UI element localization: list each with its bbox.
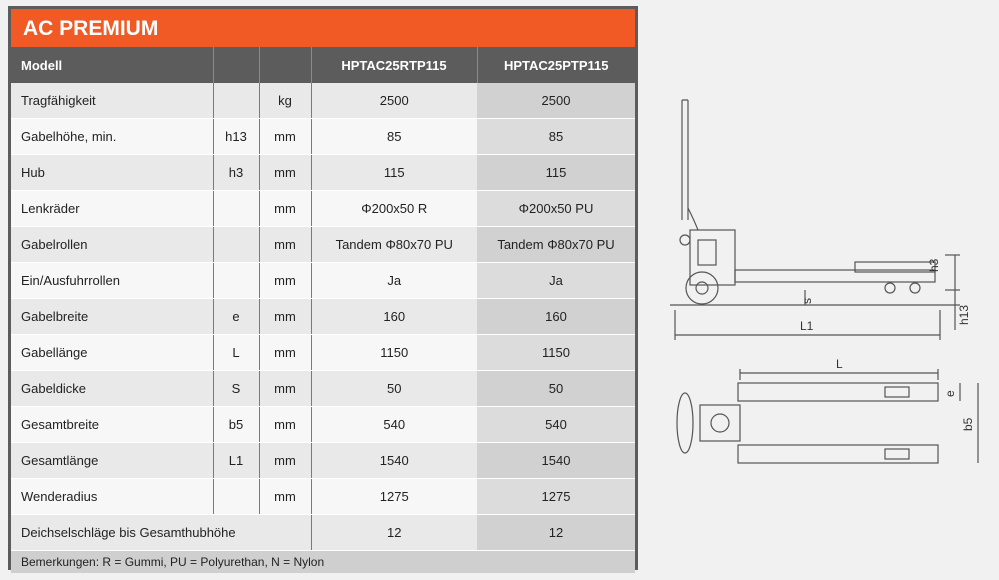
table-row bbox=[11, 155, 635, 191]
steer-wheel-shape bbox=[686, 272, 718, 304]
table-row bbox=[11, 119, 635, 155]
spec-panel bbox=[8, 6, 638, 570]
table-row bbox=[11, 227, 635, 263]
row-unit: mm bbox=[259, 119, 311, 155]
row-symbol bbox=[213, 479, 259, 515]
table-row bbox=[11, 263, 635, 299]
row-value-b: 1275 bbox=[477, 479, 635, 515]
row-value-b: Φ200x50 PU bbox=[477, 191, 635, 227]
row-label: Gabelhöhe, min. bbox=[11, 119, 213, 155]
row-unit: mm bbox=[259, 299, 311, 335]
remarks-note: Bemerkungen: R = Gummi, PU = Polyurethan, N = Nylon bbox=[11, 551, 635, 574]
row-label: Wenderadius bbox=[11, 479, 213, 515]
row-label: Hub bbox=[11, 155, 213, 191]
row-symbol: e bbox=[213, 299, 259, 335]
row-symbol: h3 bbox=[213, 155, 259, 191]
table-row bbox=[11, 371, 635, 407]
row-unit: mm bbox=[259, 191, 311, 227]
dim-b5: b5 bbox=[961, 417, 975, 431]
dim-L: L bbox=[836, 357, 843, 371]
table-header-row bbox=[11, 47, 635, 83]
row-value-a: 12 bbox=[311, 515, 477, 551]
row-symbol: L bbox=[213, 335, 259, 371]
row-value-a: Tandem Φ80x70 PU bbox=[311, 227, 477, 263]
row-value-b: 85 bbox=[477, 119, 635, 155]
row-label: Gabellänge bbox=[11, 335, 213, 371]
fork-top-right-shape bbox=[738, 445, 938, 463]
row-value-a: 50 bbox=[311, 371, 477, 407]
row-value-b: 115 bbox=[477, 155, 635, 191]
row-value-a: Φ200x50 R bbox=[311, 191, 477, 227]
row-label: Deichselschläge bis Gesamthubhöhe bbox=[11, 515, 311, 551]
handle-shape bbox=[682, 100, 688, 220]
row-value-a: 1150 bbox=[311, 335, 477, 371]
row-label: Gabeldicke bbox=[11, 371, 213, 407]
row-label: Lenkräder bbox=[11, 191, 213, 227]
row-symbol bbox=[213, 191, 259, 227]
side-view-drawing bbox=[660, 90, 990, 350]
table-row bbox=[11, 335, 635, 371]
table-row bbox=[11, 515, 635, 551]
top-view-drawing bbox=[660, 355, 990, 480]
dim-e: e bbox=[943, 390, 957, 397]
chassis-top-shape bbox=[700, 405, 740, 441]
handle-top-shape bbox=[677, 393, 693, 453]
row-symbol: S bbox=[213, 371, 259, 407]
pump-body-shape bbox=[690, 230, 735, 285]
row-unit: mm bbox=[259, 335, 311, 371]
row-value-a: 160 bbox=[311, 299, 477, 335]
row-value-b: 160 bbox=[477, 299, 635, 335]
row-unit: mm bbox=[259, 155, 311, 191]
row-value-a: 2500 bbox=[311, 83, 477, 119]
row-unit: mm bbox=[259, 227, 311, 263]
row-symbol bbox=[213, 83, 259, 119]
dim-h3: h3 bbox=[927, 258, 941, 272]
row-value-b: 1540 bbox=[477, 443, 635, 479]
header-col-a: HPTAC25RTP115 bbox=[311, 47, 477, 83]
row-symbol: b5 bbox=[213, 407, 259, 443]
row-label: Gesamtlänge bbox=[11, 443, 213, 479]
row-label: Ein/Ausfuhrrollen bbox=[11, 263, 213, 299]
row-unit: kg bbox=[259, 83, 311, 119]
table-row bbox=[11, 443, 635, 479]
row-symbol: L1 bbox=[213, 443, 259, 479]
dim-h13: h13 bbox=[957, 304, 971, 325]
row-value-a: 85 bbox=[311, 119, 477, 155]
row-value-b: Tandem Φ80x70 PU bbox=[477, 227, 635, 263]
table-row bbox=[11, 83, 635, 119]
table-row bbox=[11, 407, 635, 443]
header-col-b: HPTAC25PTP115 bbox=[477, 47, 635, 83]
page-title: AC PREMIUM bbox=[11, 9, 635, 47]
row-value-a: 1540 bbox=[311, 443, 477, 479]
dim-L1: L1 bbox=[800, 319, 814, 333]
spec-table bbox=[11, 47, 635, 573]
row-symbol bbox=[213, 227, 259, 263]
row-unit: mm bbox=[259, 263, 311, 299]
fork-top-left-shape bbox=[738, 383, 938, 401]
row-label: Gesamtbreite bbox=[11, 407, 213, 443]
row-symbol: h13 bbox=[213, 119, 259, 155]
row-value-b: 1150 bbox=[477, 335, 635, 371]
row-label: Tragfähigkeit bbox=[11, 83, 213, 119]
row-value-a: 1275 bbox=[311, 479, 477, 515]
table-row bbox=[11, 479, 635, 515]
row-symbol bbox=[213, 263, 259, 299]
row-value-a: 115 bbox=[311, 155, 477, 191]
row-value-b: 12 bbox=[477, 515, 635, 551]
row-value-a: Ja bbox=[311, 263, 477, 299]
table-row bbox=[11, 299, 635, 335]
row-value-b: 2500 bbox=[477, 83, 635, 119]
row-unit: mm bbox=[259, 443, 311, 479]
row-unit: mm bbox=[259, 407, 311, 443]
row-value-a: 540 bbox=[311, 407, 477, 443]
row-value-b: Ja bbox=[477, 263, 635, 299]
dim-s: s bbox=[800, 298, 814, 304]
row-unit: mm bbox=[259, 479, 311, 515]
row-unit: mm bbox=[259, 371, 311, 407]
table-row bbox=[11, 191, 635, 227]
header-model: Modell bbox=[11, 47, 213, 83]
note-row bbox=[11, 551, 635, 574]
row-value-b: 50 bbox=[477, 371, 635, 407]
header-symbol bbox=[213, 47, 259, 83]
row-value-b: 540 bbox=[477, 407, 635, 443]
row-label: Gabelrollen bbox=[11, 227, 213, 263]
header-unit bbox=[259, 47, 311, 83]
row-label: Gabelbreite bbox=[11, 299, 213, 335]
